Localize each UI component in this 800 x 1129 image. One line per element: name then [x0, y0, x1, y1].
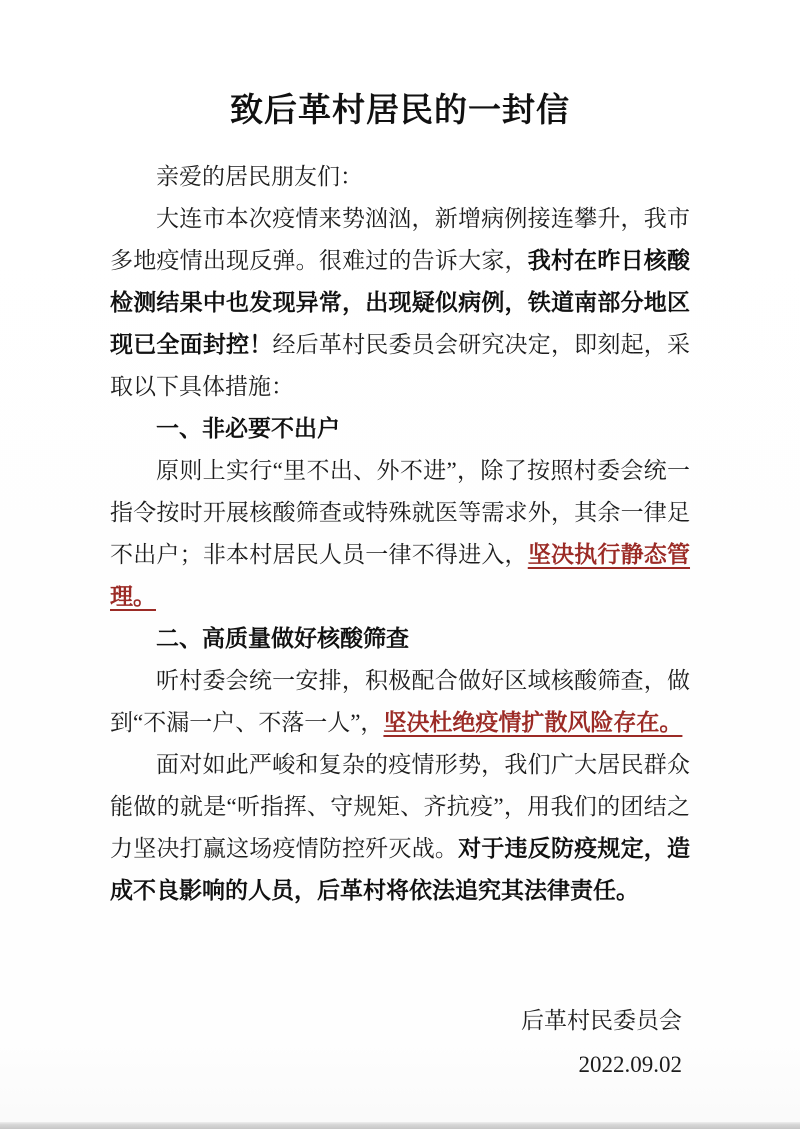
paragraph-stay-home [110, 450, 690, 618]
greeting-text: 亲爱的居民朋友们： [156, 164, 363, 189]
text-run: 面对如此严峻和复杂的疫情形势，我们广大居民群众能做的就是“听指挥、守规矩、齐抗疫”，用我们的团结之力坚决打赢这场疫情防控歼灭战。 [110, 752, 690, 861]
paragraph-closing [110, 744, 690, 912]
section-1-header-text: 一、非必要不出户 [156, 416, 340, 441]
section-2-header [110, 618, 690, 660]
section-2-header-text: 二、高质量做好核酸筛查 [156, 626, 409, 651]
paragraph-testing [110, 660, 690, 744]
photo-bottom-edge [0, 1122, 800, 1129]
text-run-red-emphasis: 坚决杜绝疫情扩散风险存在。 [383, 710, 683, 735]
letter-body [0, 156, 800, 912]
text-run: 大连市本次疫情来势汹汹，新增病例接连攀升，我市多地疫情出现反弹。很难过的告诉大家， [110, 206, 690, 273]
signature-block [0, 999, 800, 1087]
text-run-red-emphasis: 坚决执行静态管理。 [110, 542, 691, 609]
greeting-line [110, 156, 690, 198]
paragraph-situation [110, 198, 690, 408]
section-1-header [110, 408, 690, 450]
text-run-bold: 对于违反防疫规定，造成不良影响的人员，后革村将依法追究其法律责任。 [110, 836, 691, 903]
text-run: 经后革村民委员会研究决定，即刻起，采取以下具体措施： [110, 332, 691, 399]
text-run: 原则上实行“里不出、外不进”，除了按照村委会统一指令按时开展核酸筛查或特殊就医等需求外，其余一律足不出户；非本村居民人员一律不得进入， [110, 458, 690, 567]
signature-name: 后革村民委员会 [521, 1008, 682, 1033]
letter-title: 致后革村居民的一封信 [230, 93, 570, 129]
text-run-bold: 我村在昨日核酸检测结果中也发现异常，出现疑似病例，铁道南部分地区现已全面封控！ [110, 248, 691, 357]
text-run: 听村委会统一安排，积极配合做好区域核酸筛查，做到“不漏一户、不落一人”， [110, 668, 690, 735]
signature-date: 2022.09.02 [578, 1052, 682, 1077]
